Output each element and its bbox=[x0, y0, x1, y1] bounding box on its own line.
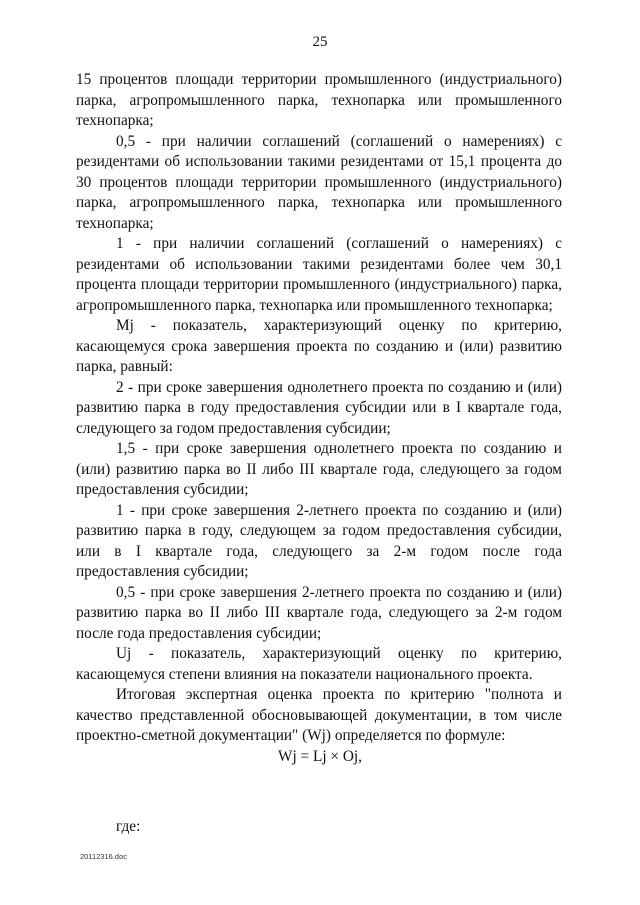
formula: Wj = Lj × Oj, bbox=[278, 748, 362, 765]
paragraph: 1 - при сроке завершения 2-летнего проекта по созданию и (или) развитию парка в году, следующем за годом предоставления субсидии, или в I квартале года, следующего за 2-м годом после года предоставления субсидии; bbox=[76, 501, 562, 580]
paragraph: 0,5 - при наличии соглашений (соглашений о намерениях) с резидентами об использовании такими резидентами от 15,1 процента до 30 процентов площади территории промышленного (индустриального) парка, агропромышленного парка, технопарка или промышленного технопарка; bbox=[76, 132, 562, 232]
body-text bbox=[76, 70, 562, 747]
paragraph: 1,5 - при сроке завершения однолетнего проекта по созданию и (или) развитию парка во II либо III квартале года, следующего за годом предоставления субсидии; bbox=[76, 440, 562, 498]
paragraph: 2 - при сроке завершения однолетнего проекта по созданию и (или) развитию парка в году предоставления субсидии или в I квартале года, следующего за годом предоставления субсидии; bbox=[76, 378, 562, 437]
page-number: 25 bbox=[312, 34, 328, 50]
paragraph: 1 - при наличии соглашений (соглашений о намерениях) с резидентами об использовании такими резидентами более чем 30,1 процента площади территории промышленного (индустриального) парка, агропромышленного парка, технопарка или промышленного технопарка; bbox=[76, 235, 562, 314]
paragraph: 15 процентов площади территории промышленного (индустриального) парка, агропромышленного парка, технопарка или промышленного технопарка; bbox=[76, 71, 562, 129]
paragraph: Mj - показатель, характеризующий оценку по критерию, касающемуся срока завершения проекта по созданию и (или) развитию парка, равный: bbox=[76, 317, 562, 375]
paragraph: Uj - показатель, характеризующий оценку по критерию, касающемуся степени влияния на показатели национального проекта. bbox=[76, 645, 562, 683]
file-name-footer: 20112316.doc bbox=[80, 852, 127, 861]
where-label: где: bbox=[116, 818, 141, 835]
paragraph: 0,5 - при сроке завершения 2-летнего проекта по созданию и (или) развитию парка во II либо III квартале года, следующего за 2-м годом после года предоставления субсидии; bbox=[76, 583, 562, 642]
paragraph: Итоговая экспертная оценка проекта по критерию "полнота и качество представленной обосновывающей документации, в том числе проектно-сметной документации" (Wj) определяется по формуле: bbox=[76, 686, 562, 744]
